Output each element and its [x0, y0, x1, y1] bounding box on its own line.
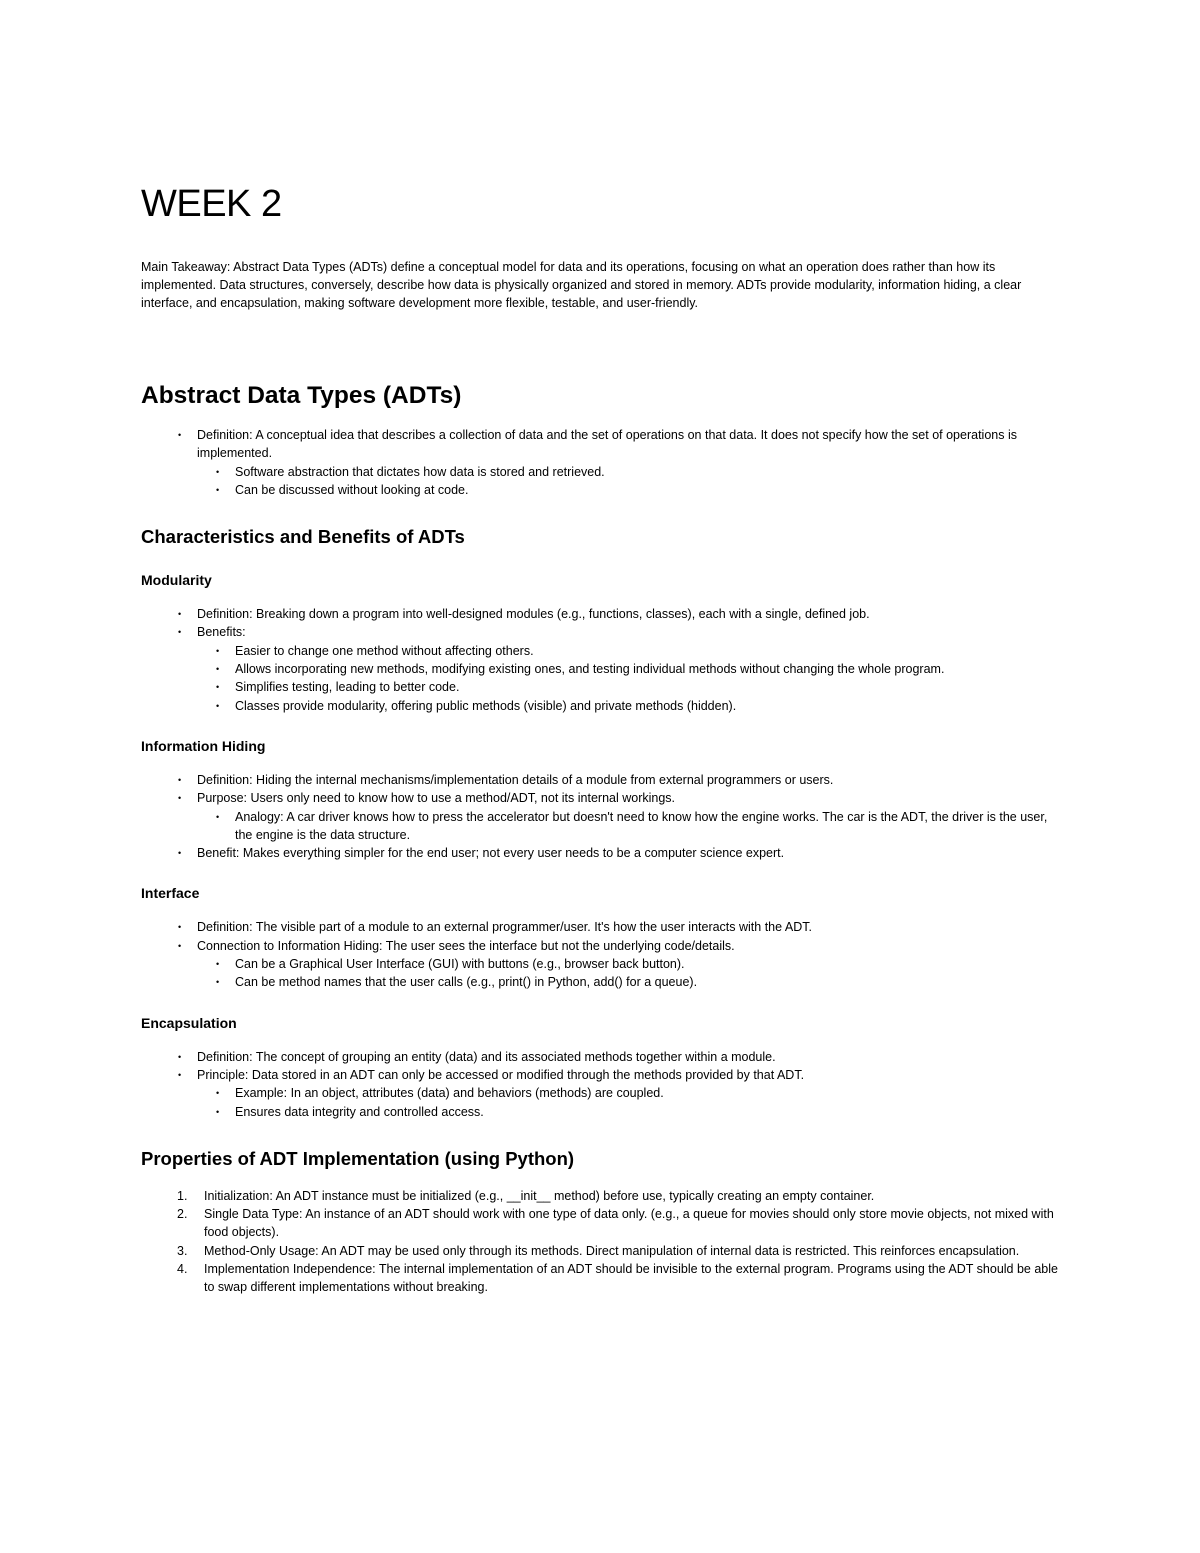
list-item: • Purpose: Users only need to know how to use a method/ADT, not its internal workings.: [141, 789, 1061, 807]
list-item: • Benefit: Makes everything simpler for the end user; not every user needs to be a computer science expert.: [141, 844, 1061, 862]
list-item: • Allows incorporating new methods, modifying existing ones, and testing individual methods without changing the whole program.: [141, 660, 1061, 678]
list-item: • Definition: Hiding the internal mechanisms/implementation details of a module from external programmers or users.: [141, 771, 1061, 789]
numbered-item: 4. Implementation Independence: The internal implementation of an ADT should be invisible to the external program. Programs using the ADT should be able to swap different implementations without breaking.: [141, 1260, 1061, 1297]
list-item: • Can be discussed without looking at code.: [141, 481, 1061, 499]
list-item: • Analogy: A car driver knows how to press the accelerator but doesn't need to know how the engine works. The car is the ADT, the driver is the user, the engine is the data structure.: [141, 808, 1061, 845]
list-item: • Definition: The concept of grouping an entity (data) and its associated methods together within a module.: [141, 1048, 1061, 1066]
properties-list: [141, 1187, 1061, 1297]
list-item: • Classes provide modularity, offering public methods (visible) and private methods (hidden).: [141, 697, 1061, 715]
information-hiding-heading: Information Hiding: [141, 737, 266, 754]
list-item: • Benefits:: [141, 623, 1061, 641]
interface-list: [141, 918, 1061, 991]
main-takeaway: Main Takeaway: Abstract Data Types (ADTs) define a conceptual model for data and its operations, focusing on what an operation does rather than how its implemented. Data structures, conversely, describe how data is physically organized and stored in memory. ADTs provide modularity, information hiding, a clear interface, and encapsulation, making software development more flexible, testable, and user-friendly.: [141, 260, 1022, 310]
list-item: • Principle: Data stored in an ADT can only be accessed or modified through the methods provided by that ADT.: [141, 1066, 1061, 1084]
modularity-heading: Modularity: [141, 572, 212, 589]
list-item: • Definition: A conceptual idea that describes a collection of data and the set of operations on that data. It does not specify how the set of operations is implemented.: [141, 426, 1061, 463]
list-item: • Software abstraction that dictates how data is stored and retrieved.: [141, 463, 1061, 481]
properties-heading: Properties of ADT Implementation (using Python): [141, 1147, 575, 1169]
adt-heading: Abstract Data Types (ADTs): [141, 382, 462, 409]
list-item: • Definition: The visible part of a module to an external programmer/user. It's how the user interacts with the ADT.: [141, 918, 1061, 936]
encapsulation-list: [141, 1048, 1061, 1121]
list-item: • Can be method names that the user calls (e.g., print() in Python, add() for a queue).: [141, 973, 1061, 991]
numbered-item: 2. Single Data Type: An instance of an ADT should work with one type of data only. (e.g., a queue for movies should only store movie objects, not mixed with food objects).: [141, 1205, 1061, 1242]
list-item: • Ensures data integrity and controlled access.: [141, 1103, 1061, 1121]
numbered-item: 3. Method-Only Usage: An ADT may be used only through its methods. Direct manipulation of internal data is restricted. This reinforces encapsulation.: [141, 1242, 1061, 1260]
numbered-item: 1. Initialization: An ADT instance must be initialized (e.g., __init__ method) before use, typically creating an empty container.: [141, 1187, 1061, 1205]
list-item: • Example: In an object, attributes (data) and behaviors (methods) are coupled.: [141, 1084, 1061, 1102]
document-content: [141, 180, 1061, 1297]
characteristics-heading: Characteristics and Benefits of ADTs: [141, 526, 465, 548]
modularity-list: [141, 605, 1061, 715]
list-item: • Connection to Information Hiding: The user sees the interface but not the underlying code/details.: [141, 937, 1061, 955]
adt-list: [141, 426, 1061, 499]
information-hiding-list: [141, 771, 1061, 862]
interface-heading: Interface: [141, 885, 200, 902]
page-title: WEEK 2: [141, 183, 282, 225]
encapsulation-heading: Encapsulation: [141, 1014, 237, 1031]
list-item: • Definition: Breaking down a program into well-designed modules (e.g., functions, classes), each with a single, defined job.: [141, 605, 1061, 623]
list-item: • Easier to change one method without affecting others.: [141, 642, 1061, 660]
list-item: • Can be a Graphical User Interface (GUI) with buttons (e.g., browser back button).: [141, 955, 1061, 973]
list-item: • Simplifies testing, leading to better code.: [141, 678, 1061, 696]
